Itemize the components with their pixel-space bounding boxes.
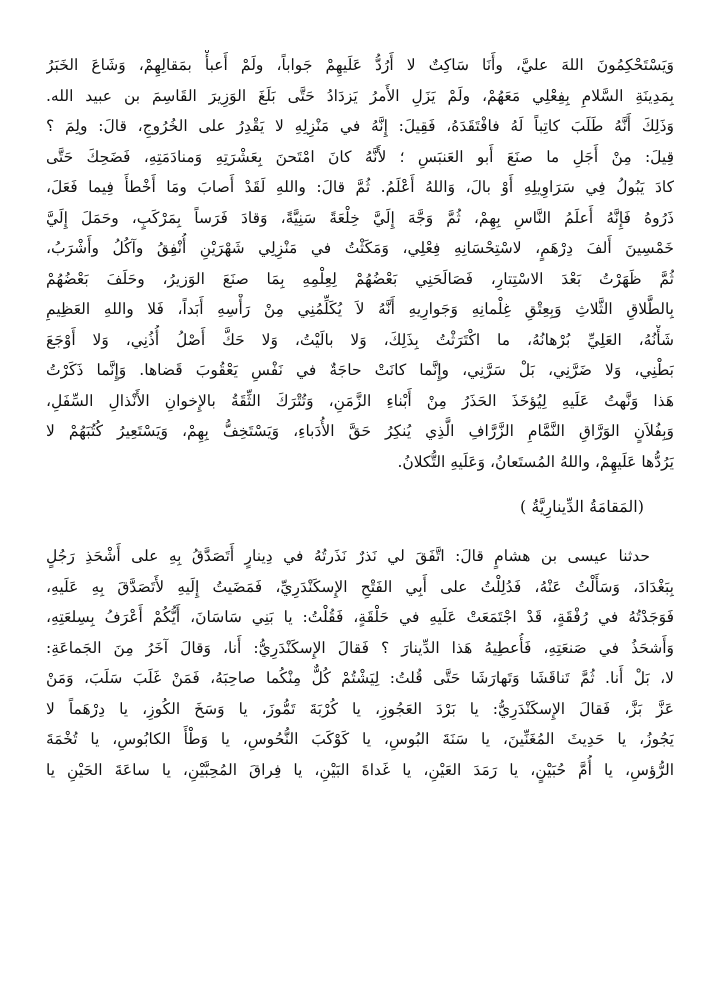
text-line: ثُمَّ ظَهَرْتُ بَعْدَ الاسْتِتارِ، فَصَالَحَنِي بَعْضُهُمْ لِعِلْمِهِ بِمَا صنَعَ الوَزيرُ، وحَلَفَ بَعْضُهُمْ xyxy=(46,269,674,288)
text-line: لا، بَلْ أَنا. ثُمَّ تَناقَشَا وَتَهارَشَا حَتَّى قُلتُ: لِيَشْتُمْ كُلٌّ مِنْكُما صاحِبَهُ، فَمَنْ غَلَبَ سَلَبَ، وَمَنْ xyxy=(46,669,674,687)
text-line: الرُّؤسِ، يا أُمَّ حُبَيْنٍ، يا رَمَدَ العَيْنِ، يا غَداةَ البَيْنِ، يا فِراقَ المُحِبَّيْنِ، يا ساعَةَ الحَيْنِ يا xyxy=(46,760,674,779)
text-line: حدثنا عيسى بن هشامٍ قالَ: اتَّفَقَ لي نَذرٌ نَذَرتُهُ في دِينارٍ أَتَصَدَّقُ بِهِ على أَشْحَذِ رَجُلٍ xyxy=(46,547,650,565)
text-line: قِيلَ: مِنْ أَجَلِ ما صنَعَ أَبو العَنبَسِ ؛ لأَنَّهُ كانَ امْتَحنَ بِعَشْرَتِهِ وَمنادَمَتِهِ، فَضَحِكَ حَتَّى xyxy=(46,147,674,166)
paragraph-2 xyxy=(46,541,674,785)
text-line: خَمْسِينَ أَلفَ دِرْهَمٍ، لاسْتِحْسَانِهِ فِعْلِي، وَمَكَثْتُ في مَنْزِلِي شَهْرَيْنِ أُنْفِقُ وآكُلُ وأَشْرَبُ، xyxy=(46,239,674,257)
text-line: ذَرُوهُ فَإِنَّهُ أَعلَمُ النَّاسِ بِهِمْ، ثُمَّ وَجَّهَ إِلَيَّ خِلْعَةً سَنِيَّةً، وَقادَ فَرَساً بِمَرْكَبٍ، وحَمَلَ إِلَيَّ xyxy=(46,208,674,227)
text-line: يَرُدُّها عَلَيهِمْ، واللهُ المُستَعانُ، وَعَلَيهِ التُّكلانُ. xyxy=(397,452,674,471)
text-line: بِمَدِينَةِ السَّلامِ بِفِعْلِي مَعَهُمْ، ولَمْ يَزَلِ الأَمرُ يَزدَادُ حَتَّى بَلَغَ الوَزِيرَ القَاسِمَ بن عبيد الله. xyxy=(46,86,674,105)
text-line: فَوَجَدْتُهُ في رُفْقَةٍ، قَدْ اجْتَمَعَتْ عَلَيهِ في حَلْقَةٍ، فَقُلْتُ: يا بَنِي سَاسَانَ، أَيُّكُمْ أَعْرَفُ بِسِلعَتِهِ، xyxy=(46,608,674,626)
text-line: بِبَغْدَادَ، وَسَأَلْتُ عَنْهُ، فَدُلِلْتُ على أَبِي الفَتْحِ الإِسكَنْدَرِيِّ، فَمَضَيتُ إِلَيهِ لأَتَصَدَّقَ بِهِ عَلَيهِ، xyxy=(46,577,674,596)
text-line: يَجُوزُ، يا حَدِيثَ المُغَنِّينَ، يا سَنَةَ البُوسِ، يا كَوْكَبَ النُّحُوسِ، يا وَطْأَ الكابُوسِ، يا تُخْمَةَ xyxy=(46,730,674,748)
text-line: هَذا وَنَّهتُ عَلَيهِ لِيُؤخَذَ الحَذَرُ مِنْ أَبْناءِ الزَّمَنِ، وَتُتْرَكَ الثِّقَةُ بالإِخوانِ الأَنْذالِ السِّفَلِ، xyxy=(46,391,674,410)
spacer xyxy=(46,523,674,541)
text-line: وَبِفُلاَنٍ الوَرَّاقِ النَّمَّامِ الزَّرَّافِ الَّذِي يُنكِرُ حَقَّ الأُدَباءِ، وَيَسْتَخِفُّ بِهِمْ، وَيَسْتَعِيرُ كُتُبَهُمْ لا xyxy=(46,422,674,440)
spacer xyxy=(46,477,674,491)
text-line: شَأْنُهُ، العَلِيِّ بُرْهانُهُ، ما اكْتَرَثْتُ بِذَلِكَ، وَلا بالَيْتُ، وَلا حَكَّ أَصْلُ أُذُنِي، وَلا أَوْجَعَ xyxy=(46,330,674,349)
text-line: عَزَّ بَزَّ، فَقالَ الإِسكَنْدَرِيُّ: يا بَرْدَ العَجُوزِ، يا كُرْبَةَ تَمُّوزَ، يا وَسَخَ الكُوزِ، يا دِرْهَماً لا xyxy=(46,699,674,718)
text-line: بِالطَّلاقِ الثَّلاثِ وَبِعِتْقِ غِلْمانِهِ وَجَوارِيهِ أَنَّهُ لاَ يُكَلِّمُنِي مِنْ رَأْسِهِ أَبَداً، فَلا واللهِ العَظِيمِ xyxy=(46,300,674,318)
text-line: بَطْنِي، وَلا ضَرَّنِي، بَلْ سَرَّنِي، وإِنَّما كانَتْ حاجَةٌ في نَفْسِ يَعْقُوبَ قَضاها. وَإِنَّما ذَكَرْتُ xyxy=(46,361,674,379)
text-line: وَأَشحَذُ في صَنعَتِهِ، فَأُعطِيهُ هَذا الدِّينارَ ؟ فَقالَ الإِسكَنْدَرِيُّ: أَنا، وَقالَ آخَرُ مِنَ الجَماعَةِ: xyxy=(46,638,674,657)
text-line: وَذَلِكَ أَنَّهُ طَلَبَ كاتِباً لَهُ فافْتَقَدَهُ، فَقِيلَ: إِنَّهُ في مَنْزِلِهِ لا يَقْدِرُ على الخُرُوجِ، قالَ: ولِمَ ؟ xyxy=(46,117,674,135)
paragraph-1 xyxy=(46,50,674,477)
document-page xyxy=(46,50,674,1000)
text-line: كادَ يَبُولُ فِي سَرَاوِيلِهِ أَوْ بالَ، وَاللهُ أَعْلَمُ. ثُمَّ قالَ: واللهِ لَقَدْ أَصابَ ومَا أَخْطأَ فِيما فَعَلَ، xyxy=(46,178,674,196)
section-heading: (المَقامَةُ الدِّينارِيَّةُ ) xyxy=(520,497,644,516)
text-line: وَيَسْتَحْكِمُونَ اللهَ عليَّ، وأَنَا سَاكِتٌ لا أَرُدُّ عَلَيهِمْ جَواباً، ولَمْ أَعبأْ بمَقالِهِمْ، وَشَاعَ الخَبَرُ xyxy=(46,56,674,74)
